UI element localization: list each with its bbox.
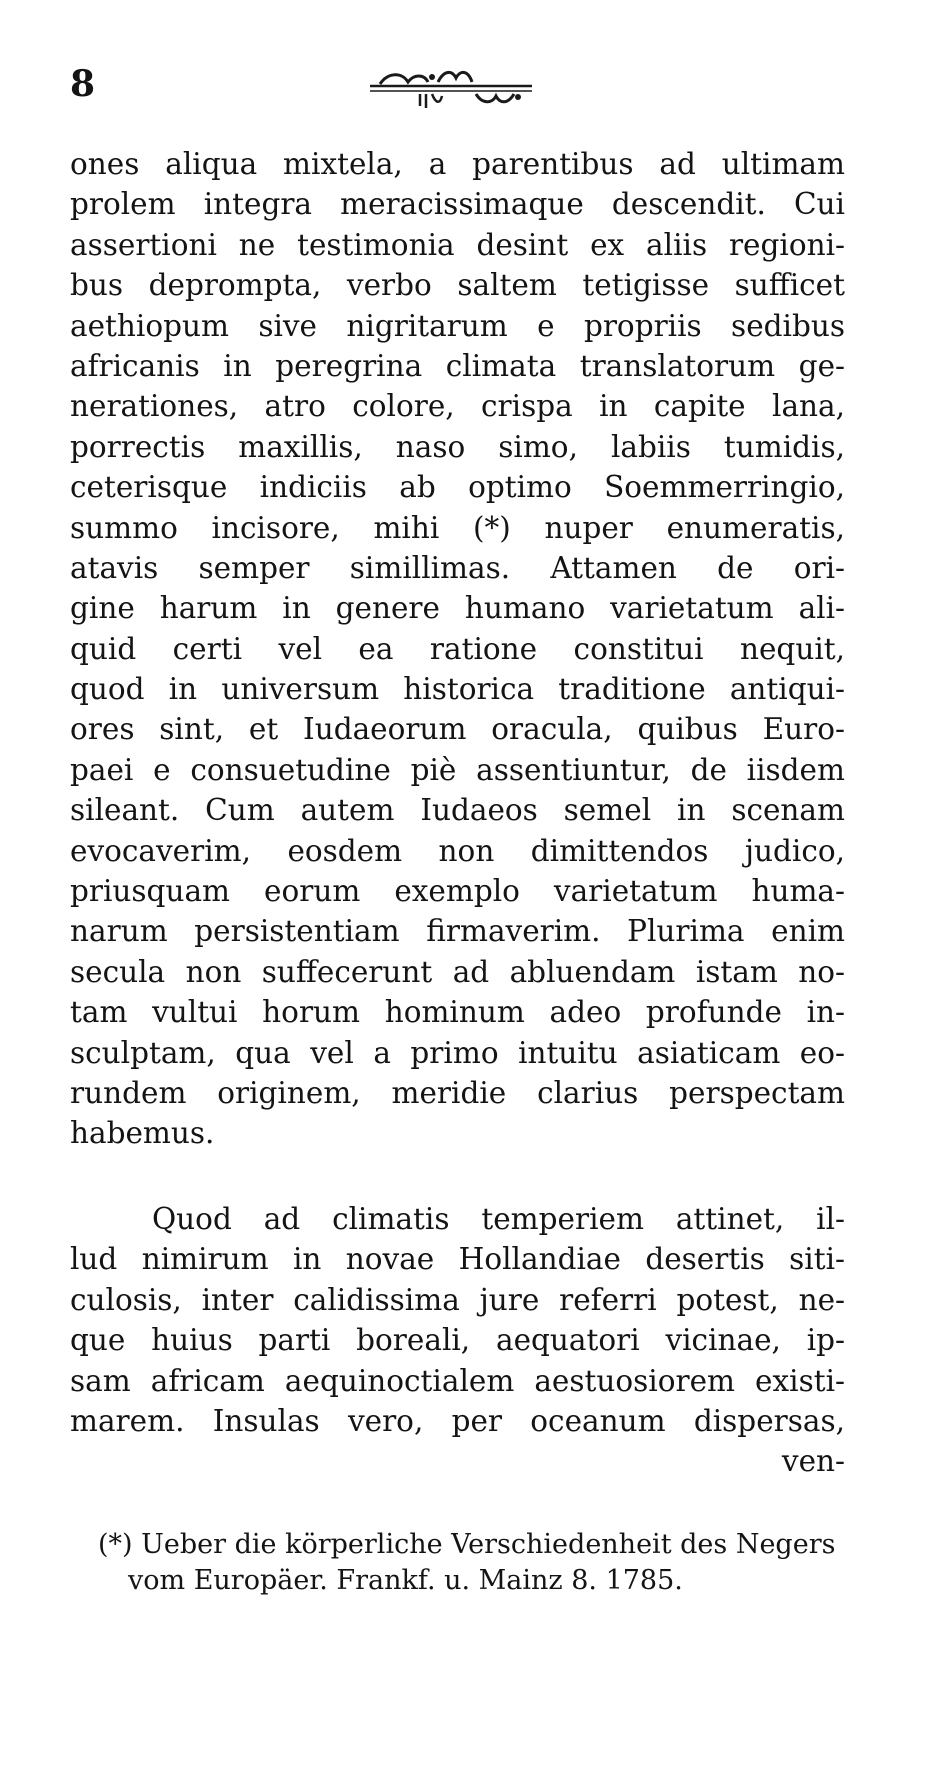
text-line: evocaverim, eosdem non dimittendos judico, bbox=[70, 833, 845, 868]
paragraph-one bbox=[70, 144, 845, 1154]
text-line: sileant. Cum autem Iudaeos semel in scenam bbox=[70, 793, 845, 828]
text-line: Quod ad climatis temperiem attinet, il- bbox=[152, 1202, 845, 1236]
text-line: aethiopum sive nigritarum e propriis sedibus bbox=[70, 308, 845, 343]
text-line: quod in universum historica traditione antiqui- bbox=[70, 672, 845, 707]
catchword: ven- bbox=[781, 1444, 845, 1479]
text-line: quid certi vel ea ratione constitui nequit, bbox=[70, 631, 845, 666]
text-line: marem. Insulas vero, per oceanum dispersas, bbox=[70, 1403, 845, 1438]
text-line: ceterisque indiciis ab optimo Soemmerringio, bbox=[70, 470, 845, 505]
page-number: 8 bbox=[70, 63, 96, 105]
text-line: nerationes, atro colore, crispa in capite lana, bbox=[70, 389, 845, 424]
text-line: rundem originem, meridie clarius perspectam bbox=[70, 1075, 845, 1110]
text-line: narum persistentiam firmaverim. Plurima enim bbox=[70, 914, 845, 949]
footnote bbox=[98, 1527, 848, 1599]
paragraph-two bbox=[70, 1199, 845, 1482]
text-line: culosis, inter calidissima jure referri potest, ne- bbox=[70, 1282, 845, 1317]
text-line: habemus. bbox=[70, 1116, 215, 1151]
text-line: secula non suffecerunt ad abluendam istam no- bbox=[70, 954, 845, 989]
text-line: lud nimirum in novae Hollandiae desertis siti- bbox=[70, 1242, 845, 1277]
text-line: summo incisore, mihi (*) nuper enumeratis, bbox=[70, 510, 845, 545]
text-line: bus deprompta, verbo saltem tetigisse sufficet bbox=[70, 268, 845, 303]
text-line: sam africam aequinoctialem aestuosiorem existi- bbox=[70, 1363, 845, 1398]
text-line: assertioni ne testimonia desint ex aliis regioni- bbox=[70, 227, 845, 262]
text-line: sculptam, qua vel a primo intuitu asiaticam eo- bbox=[70, 1035, 845, 1070]
text-line: priusquam eorum exemplo varietatum huma- bbox=[70, 874, 845, 909]
printer-ornament-icon bbox=[368, 64, 534, 110]
text-line: que huius parti boreali, aequatori vicinae, ip- bbox=[70, 1323, 845, 1358]
text-line: tam vultui horum hominum adeo profunde in- bbox=[70, 995, 845, 1030]
text-line: ones aliqua mixtela, a parentibus ad ultimam bbox=[70, 147, 845, 181]
text-line: prolem integra meracissimaque descendit. Cui bbox=[70, 187, 845, 222]
text-line: atavis semper simillimas. Attamen de ori- bbox=[70, 550, 845, 585]
text-line: africanis in peregrina climata translatorum ge- bbox=[70, 348, 845, 383]
footnote-line: vom Europäer. Frankf. u. Mainz 8. 1785. bbox=[128, 1565, 683, 1596]
text-line: paei e consuetudine piè assentiuntur, de iisdem bbox=[70, 752, 845, 787]
footnote-line: (*) Ueber die körperliche Verschiedenheit des Negers bbox=[98, 1529, 836, 1560]
text-line: gine harum in genere humano varietatum ali- bbox=[70, 591, 845, 626]
text-line: ores sint, et Iudaeorum oracula, quibus Euro- bbox=[70, 712, 845, 747]
text-line: porrectis maxillis, naso simo, labiis tumidis, bbox=[70, 429, 845, 464]
